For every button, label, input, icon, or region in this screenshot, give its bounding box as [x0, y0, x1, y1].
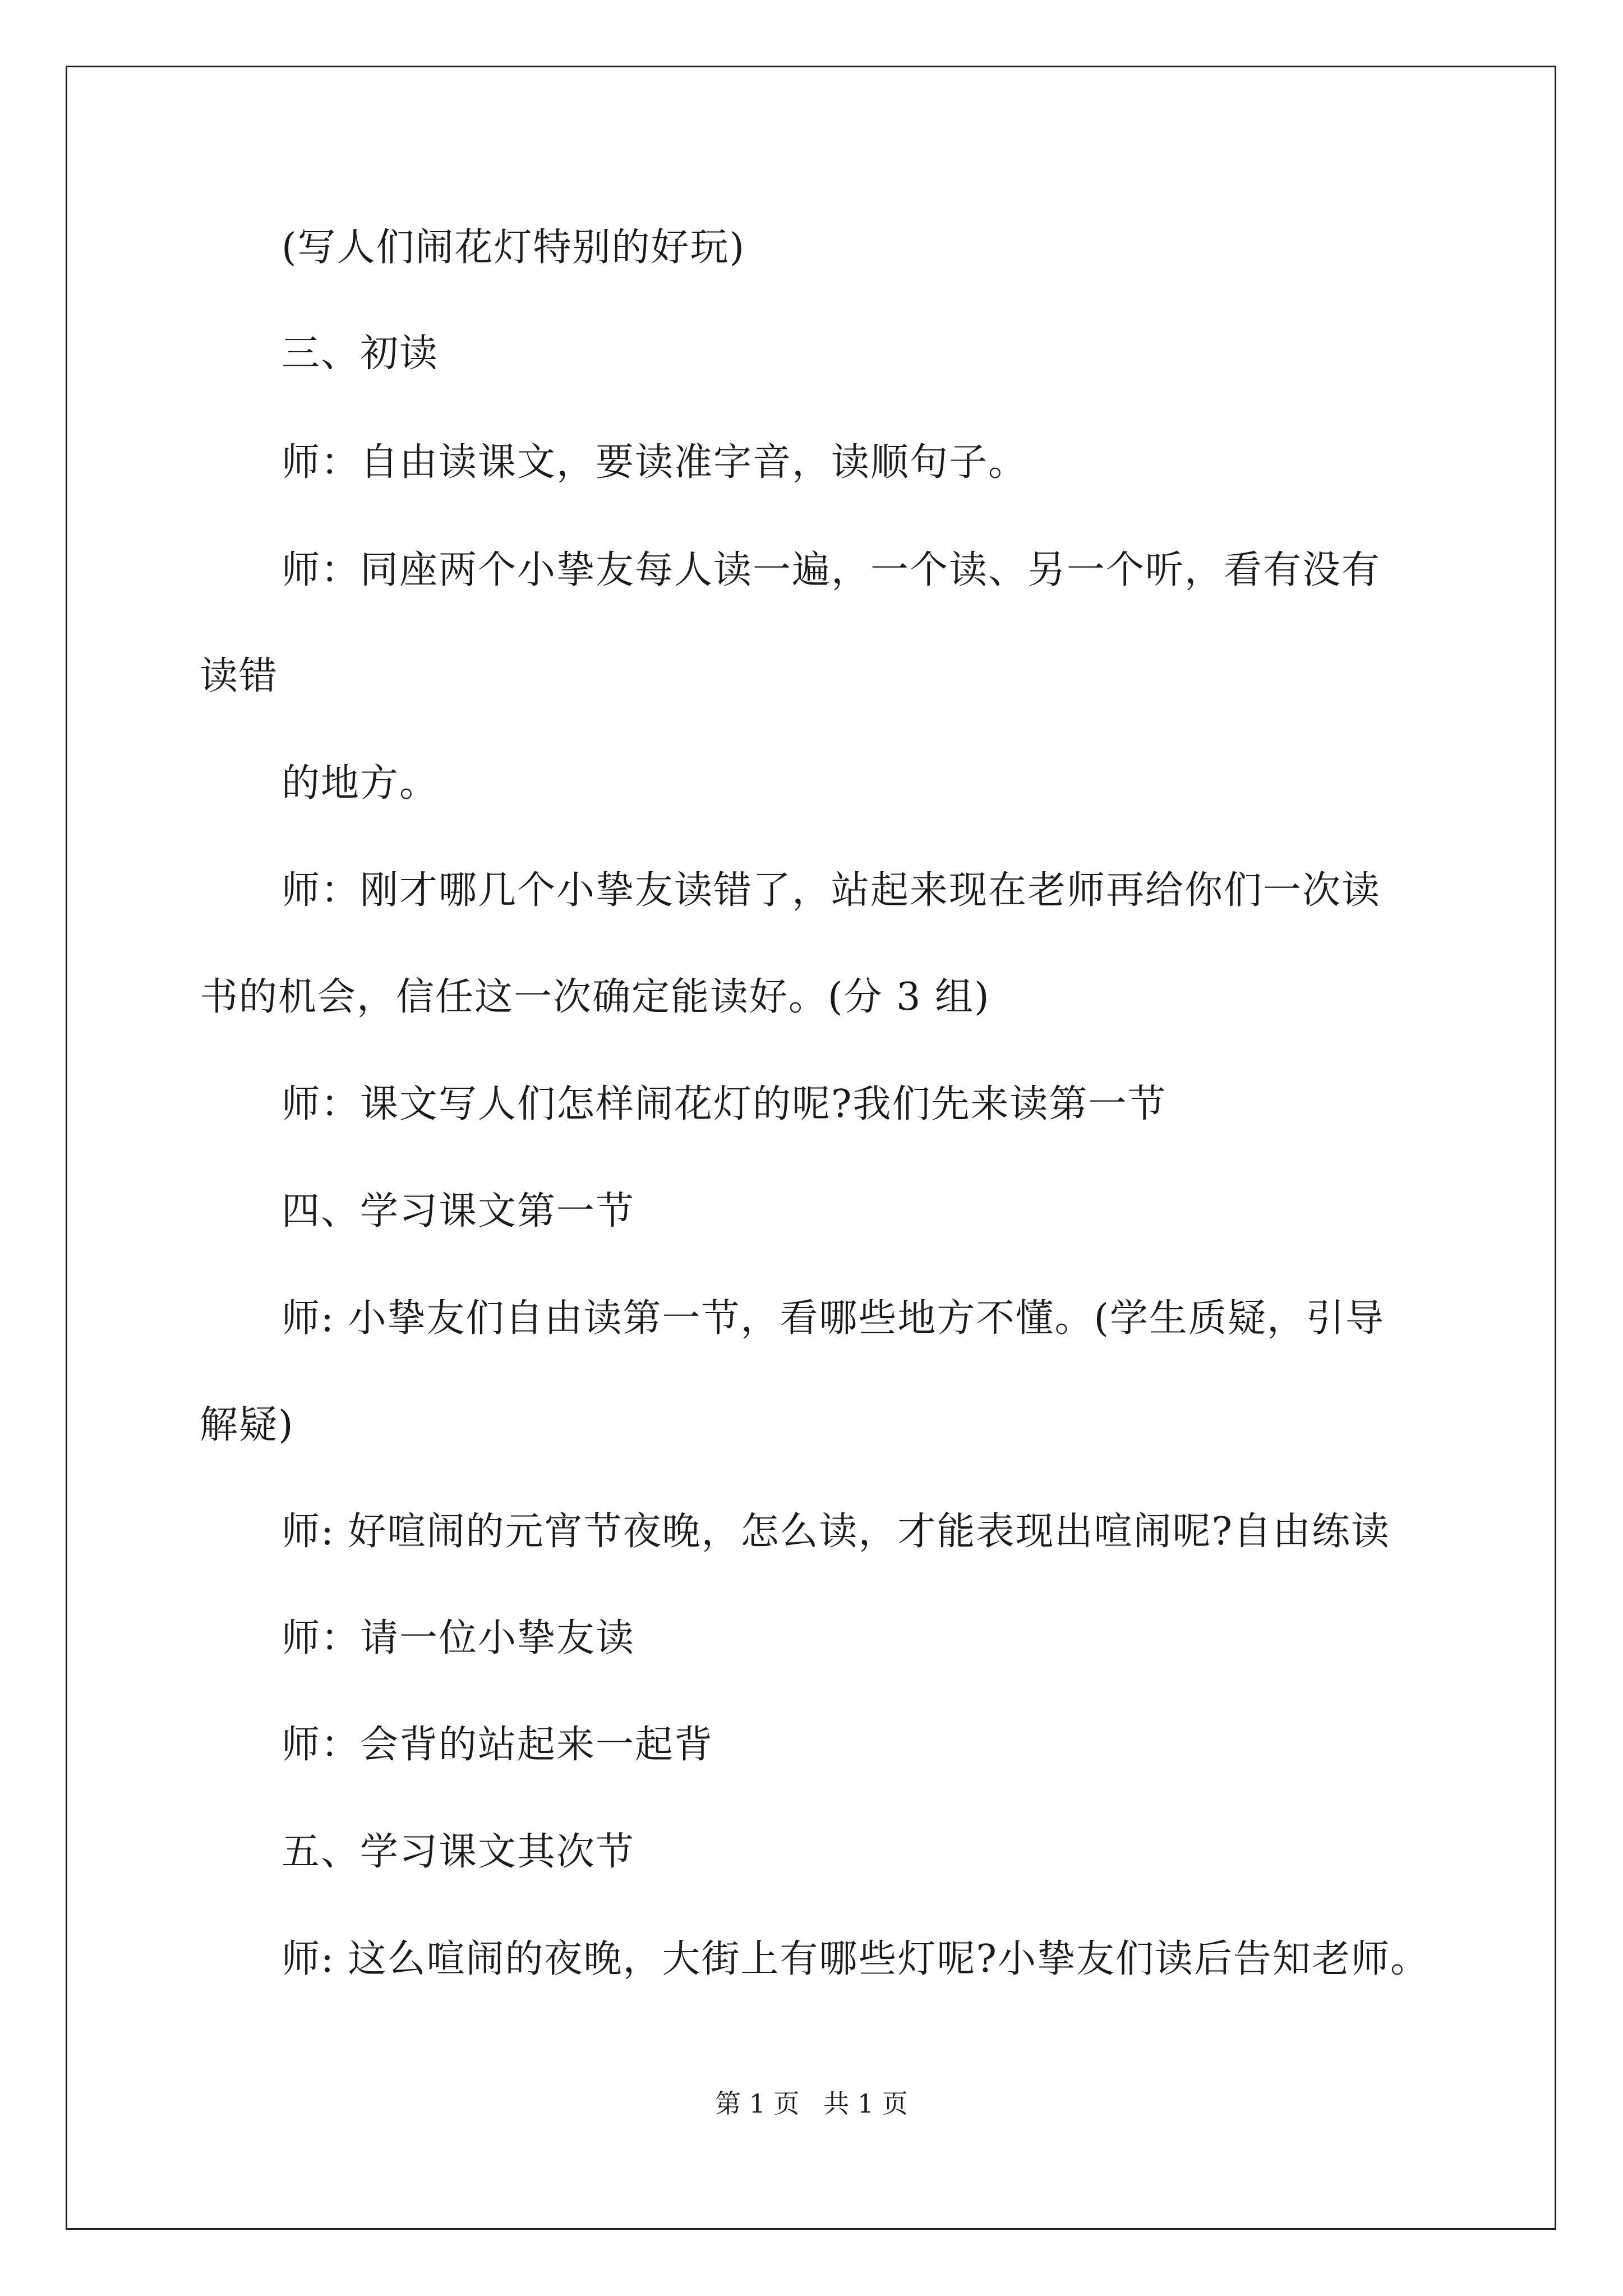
- section-heading-4: 四、学习课文第一节: [282, 1189, 635, 1234]
- page-footer: [0, 2087, 1623, 2120]
- paragraph-1: (写人们闹花灯特别的好玩): [282, 226, 746, 270]
- page-border: [66, 66, 1556, 2230]
- page-number-current: 第 1 页: [715, 2088, 800, 2119]
- paragraph-5: 师：刚才哪几个小挚友读错了，站起来现在老师再给你们一次读: [282, 868, 1381, 913]
- paragraph-3-wrap: 读错: [200, 654, 279, 698]
- paragraph-4: 的地方。: [282, 761, 439, 806]
- section-heading-5: 五、学习课文其次节: [282, 1830, 635, 1874]
- paragraph-7-wrap: 解疑): [200, 1403, 294, 1447]
- paragraph-10: 师：会背的站起来一起背: [282, 1723, 714, 1767]
- paragraph-3: 师：同座两个小挚友每人读一遍，一个读、另一个听，看有没有: [282, 548, 1381, 592]
- paragraph-2: 师：自由读课文，要读准字音，读顺句子。: [282, 440, 1028, 485]
- section-heading-3: 三、初读: [282, 332, 439, 376]
- paragraph-5-wrap: 书的机会，信任这一次确定能读好。(分 3 组): [200, 975, 990, 1019]
- paragraph-8: 师: 好喧闹的元宵节夜晚，怎么读，才能表现出喧闹呢?自由练读: [282, 1510, 1390, 1554]
- paragraph-9: 师：请一位小挚友读: [282, 1616, 635, 1660]
- paragraph-6: 师：课文写人们怎样闹花灯的呢?我们先来读第一节: [282, 1082, 1167, 1126]
- paragraph-11: 师: 这么喧闹的夜晚，大街上有哪些灯呢?小挚友们读后告知老师。: [282, 1937, 1430, 1981]
- paragraph-7: 师: 小挚友们自由读第一节，看哪些地方不懂。(学生质疑，引导: [282, 1296, 1385, 1341]
- page-number-total: 共 1 页: [823, 2088, 908, 2119]
